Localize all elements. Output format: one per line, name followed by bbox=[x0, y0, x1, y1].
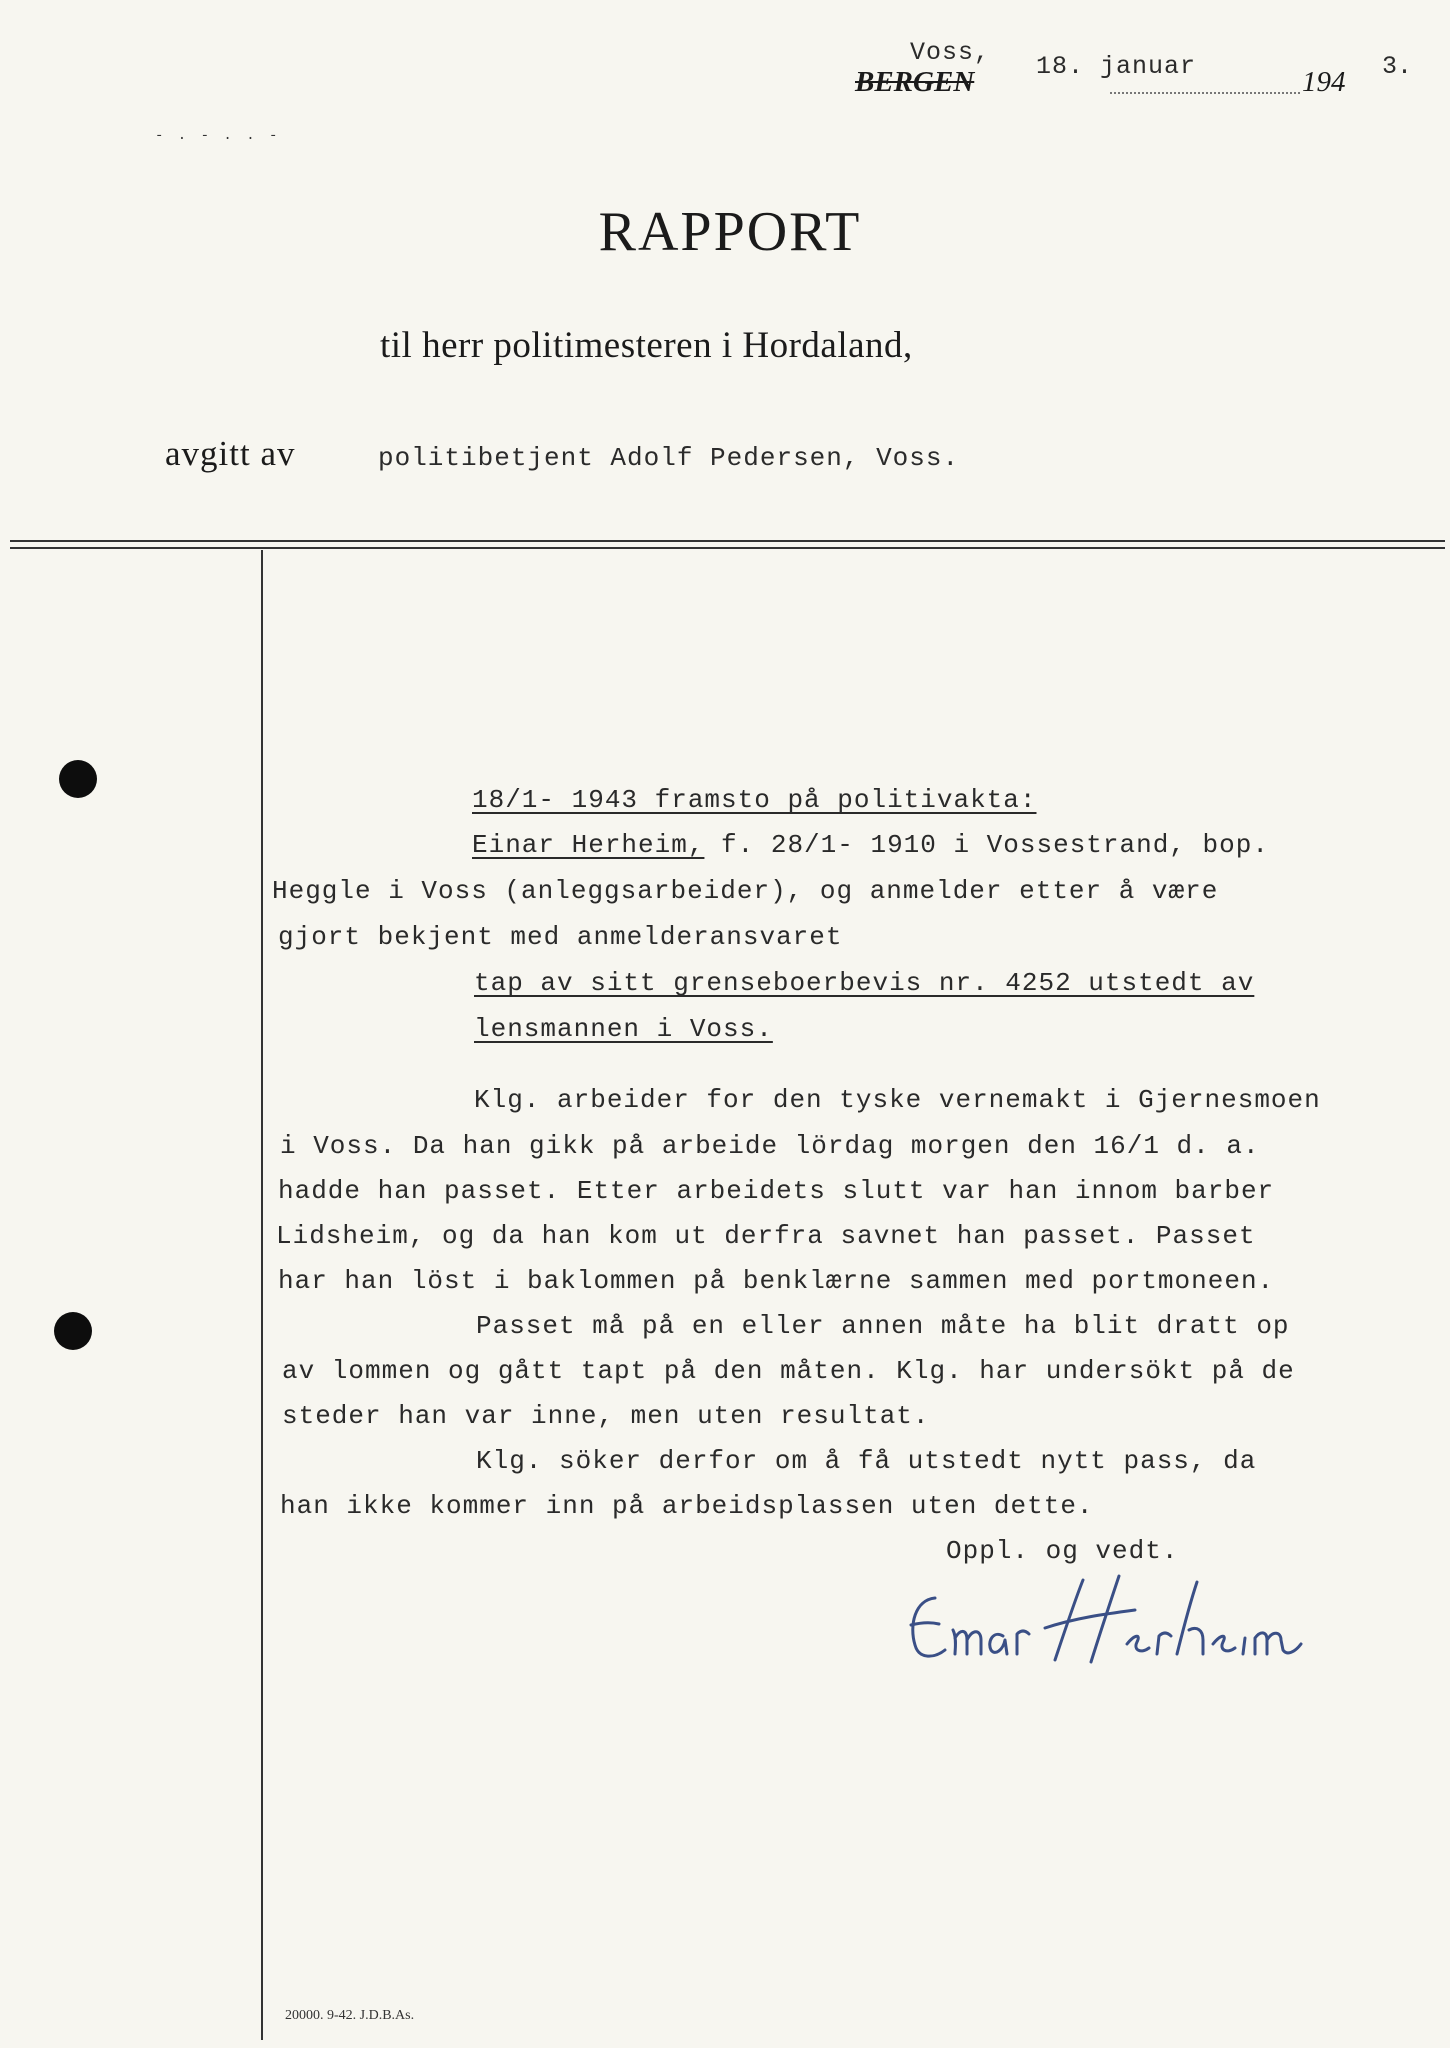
given-by-value: politibetjent Adolf Pedersen, Voss. bbox=[378, 443, 960, 473]
complainant-name: Einar Herheim, bbox=[472, 830, 705, 860]
date-dotted-line bbox=[1110, 92, 1300, 94]
body-line: i Voss. Da han gikk på arbeide lördag morgen den 16/1 d. a. bbox=[280, 1131, 1260, 1161]
signature-handwritten bbox=[905, 1570, 1305, 1670]
loss-statement: tap av sitt grenseboerbevis nr. 4252 utstedt av bbox=[474, 968, 1255, 998]
margin-rule bbox=[261, 550, 263, 2040]
typed-place: Voss, bbox=[910, 38, 991, 67]
print-code: 20000. 9-42. J.D.B.As. bbox=[285, 2008, 415, 2023]
header-rule-bottom bbox=[10, 547, 1445, 549]
body-line: gjort bekjent med anmelderansvaret bbox=[278, 922, 843, 952]
read-and-approved: Oppl. og vedt. bbox=[946, 1536, 1179, 1566]
header-rule-top bbox=[10, 540, 1445, 542]
top-marks: - . - . . - bbox=[155, 128, 281, 144]
report-title: RAPPORT bbox=[598, 201, 862, 263]
body-line: Klg. söker derfor om å få utstedt nytt pass, da bbox=[476, 1446, 1257, 1476]
typed-date: 18. januar bbox=[1036, 52, 1197, 81]
given-by-label: avgitt av bbox=[165, 434, 296, 473]
body-line bbox=[472, 785, 1037, 815]
loss-statement-issuer: lensmannen i Voss. bbox=[474, 1014, 773, 1044]
report-addressee: til herr politimesteren i Hordaland, bbox=[380, 325, 913, 366]
punch-hole-bottom bbox=[54, 1312, 92, 1350]
body-line: Lidsheim, og da han kom ut derfra savnet han passet. Passet bbox=[276, 1221, 1256, 1251]
body-line: Heggle i Voss (anleggsarbeider), og anmelder etter å være bbox=[272, 876, 1219, 906]
body-date: 18/1- 1943 framsto på politivakta: bbox=[472, 785, 1037, 815]
printed-year-prefix: 194 bbox=[1302, 66, 1346, 98]
body-line: Passet må på en eller annen måte ha blit dratt op bbox=[476, 1311, 1290, 1341]
body-line bbox=[472, 830, 1269, 860]
body-line: har han löst i baklommen på benklærne sammen med portmoneen. bbox=[278, 1266, 1275, 1296]
body-line: av lommen og gått tapt på den måten. Klg. har undersökt på de bbox=[282, 1356, 1295, 1386]
body-line: Klg. arbeider for den tyske vernemakt i Gjernesmoen bbox=[474, 1085, 1321, 1115]
body-line: steder han var inne, men uten resultat. bbox=[282, 1401, 930, 1431]
punch-hole-top bbox=[59, 760, 97, 798]
typed-year-digit: 3. bbox=[1382, 52, 1413, 81]
complainant-details: f. 28/1- 1910 i Vossestrand, bop. bbox=[704, 830, 1269, 860]
body-line: hadde han passet. Etter arbeidets slutt var han innom barber bbox=[278, 1176, 1275, 1206]
body-line: han ikke kommer inn på arbeidsplassen uten dette. bbox=[280, 1491, 1094, 1521]
printed-city-struck: BERGEN bbox=[855, 66, 975, 98]
